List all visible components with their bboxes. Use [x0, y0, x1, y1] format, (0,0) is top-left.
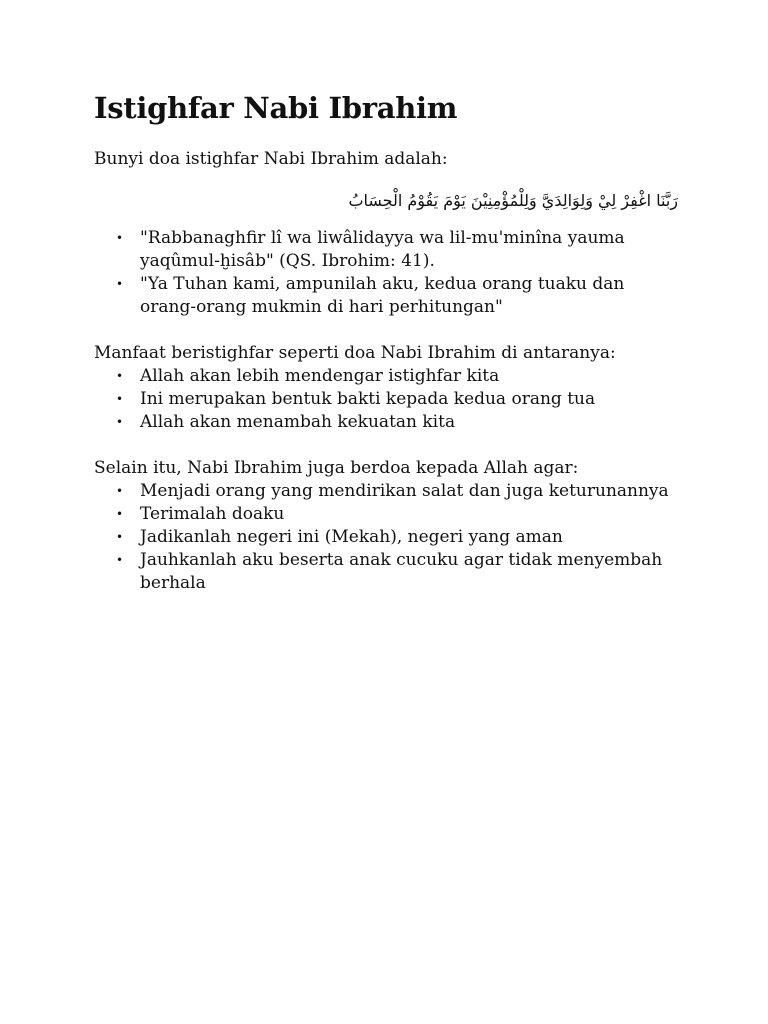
bullet-icon: •	[116, 507, 124, 521]
bullet-icon: •	[116, 484, 124, 498]
document-page	[94, 86, 684, 595]
bullet-icon: •	[116, 369, 124, 383]
list-item	[94, 227, 684, 273]
benefits-list	[94, 365, 684, 434]
prayers-heading: Selain itu, Nabi Ibrahim juga berdoa kepada Allah agar:	[94, 458, 579, 478]
list-item	[94, 365, 684, 388]
prayers-list	[94, 480, 684, 595]
intro-paragraph: Bunyi doa istighfar Nabi Ibrahim adalah:	[94, 149, 448, 169]
list-item-text: Terimalah doaku	[140, 504, 285, 524]
list-item-text: Jauhkanlah aku beserta anak cucuku agar tidak menyembah berhala	[140, 550, 663, 593]
list-item-text: "Rabbanaghfir lî wa liwâlidayya wa lil-mu'minîna yauma yaqûmul-ḫisâb" (QS. Ibrohim: 41).	[140, 228, 625, 271]
benefits-heading: Manfaat beristighfar seperti doa Nabi Ibrahim di antaranya:	[94, 343, 616, 363]
list-item	[94, 480, 684, 503]
bullet-icon: •	[116, 415, 124, 429]
prayer-quote-list	[94, 227, 684, 319]
list-item	[94, 273, 684, 319]
list-item-text: Menjadi orang yang mendirikan salat dan juga keturunannya	[140, 481, 669, 501]
list-item	[94, 549, 684, 595]
bullet-icon: •	[116, 231, 124, 245]
arabic-prayer: رَبَّنَا اغْفِرْ لِيْ وَلِوَالِدَيَّ وَلِلْمُؤْمِنِيْنَ يَوْمَ يَقُوْمُ الْحِسَابُ	[348, 191, 678, 210]
list-item-text: Jadikanlah negeri ini (Mekah), negeri yang aman	[140, 527, 563, 547]
bullet-icon: •	[116, 553, 124, 567]
list-item-text: Ini merupakan bentuk bakti kepada kedua orang tua	[140, 389, 596, 409]
bullet-icon: •	[116, 530, 124, 544]
list-item	[94, 526, 684, 549]
list-item-text: Allah akan menambah kekuatan kita	[140, 412, 456, 432]
list-item-text: Allah akan lebih mendengar istighfar kita	[140, 366, 500, 386]
list-item	[94, 503, 684, 526]
page-title: Istighfar Nabi Ibrahim	[94, 91, 458, 125]
bullet-icon: •	[116, 277, 124, 291]
bullet-icon: •	[116, 392, 124, 406]
list-item	[94, 411, 684, 434]
list-item	[94, 388, 684, 411]
list-item-text: "Ya Tuhan kami, ampunilah aku, kedua orang tuaku dan orang-orang mukmin di hari perhitungan"	[140, 274, 625, 317]
